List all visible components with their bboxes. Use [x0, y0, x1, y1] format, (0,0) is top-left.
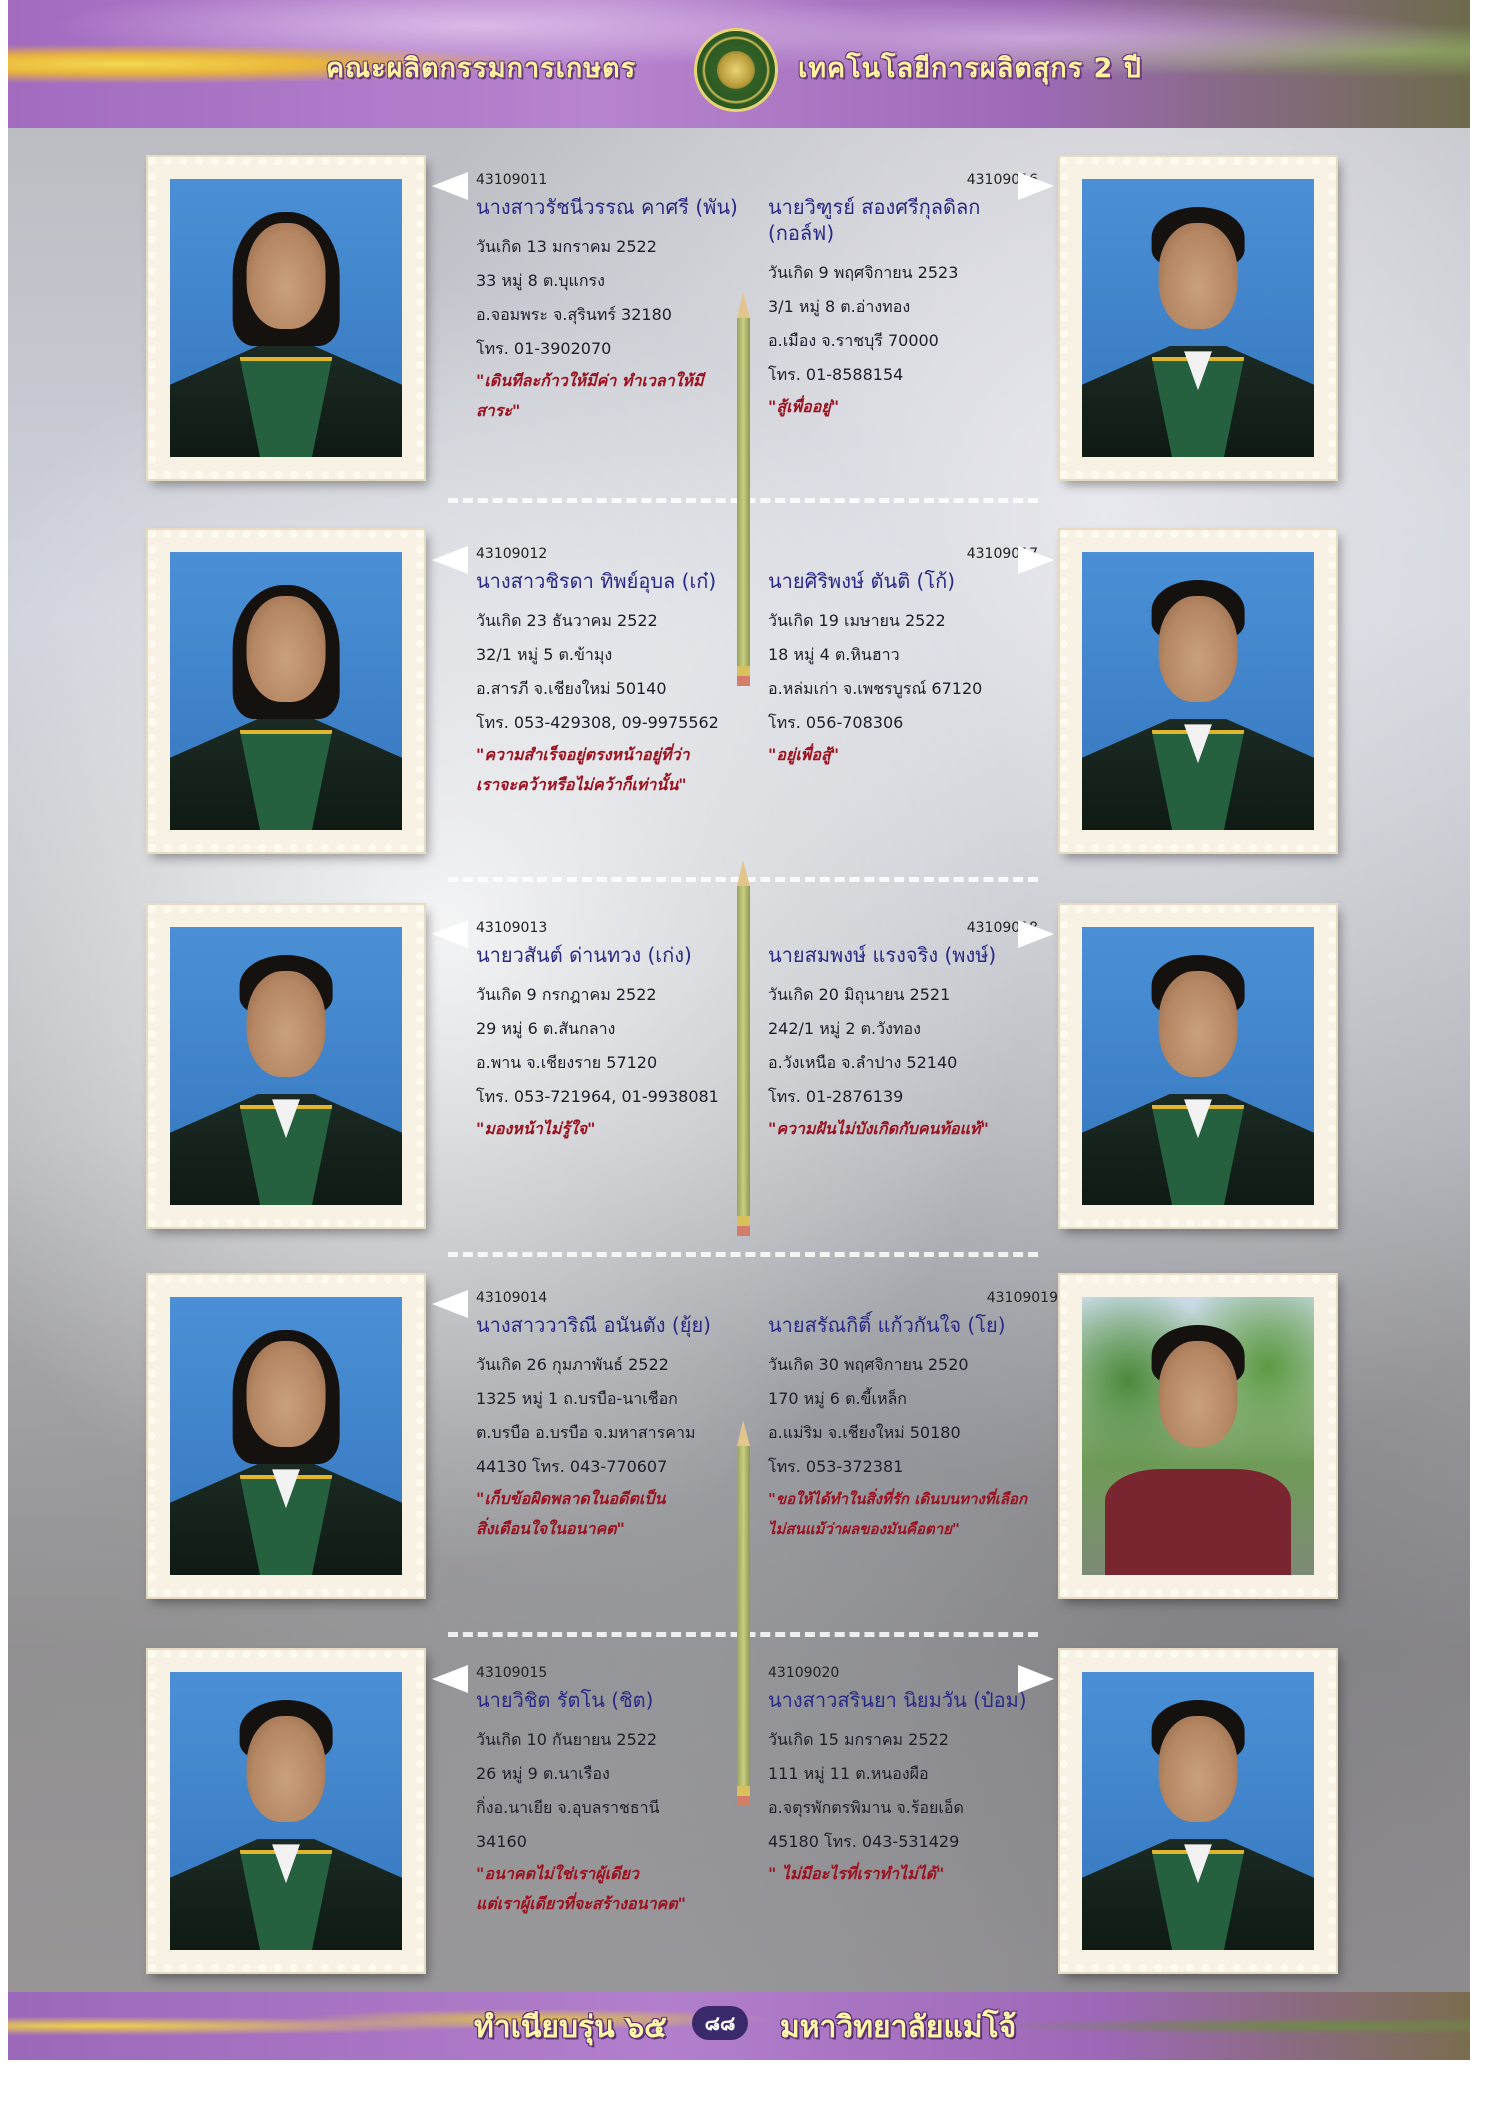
- arrow-right-icon: [1018, 546, 1054, 574]
- student-birthday: วันเกิด 15 มกราคม 2522: [768, 1730, 949, 1749]
- student-photo: [148, 905, 424, 1227]
- university-name: มหาวิทยาลัยแม่โจ้: [780, 2010, 1017, 2045]
- student-quote: "อยู่เพื่อสู้": [768, 745, 840, 764]
- student-phone: โทร. 053-721964, 01-9938081: [476, 1087, 719, 1106]
- student-photo: [1060, 1650, 1336, 1972]
- arrow-left-icon: [432, 920, 468, 948]
- student-entry: [476, 1665, 746, 1919]
- student-address-line: 34160: [476, 1832, 527, 1851]
- student-quote: เราจะคว้าหรือไม่คว้าก็เท่านั้น": [476, 775, 687, 794]
- student-photo: [148, 157, 424, 479]
- student-address-line: 32/1 หมู่ 5 ต.ข้ามุง: [476, 645, 613, 664]
- student-name: นางสาววาริณี อนันตัง (ยุ้ย): [476, 1313, 711, 1337]
- row-divider: [448, 1252, 1038, 1257]
- student-entry: [476, 172, 746, 426]
- student-quote: "สู้เพื่ออยู่": [768, 397, 840, 416]
- student-id: 43109015: [476, 1665, 548, 1681]
- student-address-line: 29 หมู่ 6 ต.สันกลาง: [476, 1019, 616, 1038]
- student-birthday: วันเกิด 13 มกราคม 2522: [476, 237, 657, 256]
- student-address-line: อ.พาน จ.เชียงราย 57120: [476, 1053, 658, 1072]
- student-id: 43109013: [476, 920, 548, 936]
- student-address-line: อ.เมือง จ.ราชบุรี 70000: [768, 331, 939, 350]
- student-quote: ไม่สนแม้ว่าผลของมันคือตาย": [768, 1520, 960, 1538]
- arrow-right-icon: [1018, 920, 1054, 948]
- student-address-line: 1325 หมู่ 1 ถ.บรบือ-นาเชือก: [476, 1389, 678, 1408]
- student-quote: "เดินทีละก้าวให้มีค่า ทำเวลาให้มีสาระ": [476, 371, 704, 420]
- student-address-line: อ.จตุรพักตรพิมาน จ.ร้อยเอ็ด: [768, 1798, 964, 1817]
- student-address-line: 44130 โทร. 043-770607: [476, 1457, 668, 1476]
- student-address-line: กิ่งอ.นาเยีย จ.อุบลราชธานี: [476, 1798, 660, 1817]
- student-address-line: อ.แม่ริม จ.เชียงใหม่ 50180: [768, 1423, 961, 1442]
- student-id: 43109012: [476, 546, 548, 562]
- student-id: 43109011: [476, 172, 548, 188]
- student-name: นายสมพงษ์ แรงจริง (พงษ์): [768, 943, 997, 967]
- student-photo: [1060, 157, 1336, 479]
- student-address-line: อ.สารภี จ.เชียงใหม่ 50140: [476, 679, 667, 698]
- student-entry: [768, 920, 1038, 1144]
- student-quote: "มองหน้าไม่รู้ใจ": [476, 1119, 596, 1138]
- student-photo: [148, 530, 424, 852]
- arrow-left-icon: [432, 172, 468, 200]
- student-name: นางสาวรัชนีวรรณ คาศรี (พัน): [476, 195, 738, 219]
- arrow-left-icon: [432, 546, 468, 574]
- student-entry: [476, 920, 746, 1144]
- program-title: เทคโนโลยีการผลิตสุกร 2 ปี: [798, 53, 1142, 84]
- student-address-line: 170 หมู่ 6 ต.ขี้เหล็ก: [768, 1389, 907, 1408]
- student-photo: [1060, 1275, 1336, 1597]
- student-quote: "อนาคตไม่ใช่เราผู้เดียว: [476, 1864, 639, 1883]
- arrow-left-icon: [432, 1665, 468, 1693]
- student-entry: [476, 1290, 746, 1544]
- student-birthday: วันเกิด 26 กุมภาพันธ์ 2522: [476, 1355, 669, 1374]
- faculty-title: คณะผลิตกรรมการเกษตร: [326, 53, 637, 84]
- student-name: นางสาวชิรดา ทิพย์อุบล (เก๋): [476, 569, 717, 593]
- university-seal-icon: [694, 28, 778, 112]
- student-name: นายวิฑูรย์ สองศรีกุลดิลก (กอล์ฟ): [768, 195, 981, 245]
- student-photo: [148, 1275, 424, 1597]
- student-name: นายสรัณกิติ์ แก้วกันใจ (โย): [768, 1313, 1006, 1337]
- student-name: นายวสันต์ ด่านทวง (เก่ง): [476, 943, 692, 967]
- student-entry: [768, 1665, 1038, 1889]
- student-id: 43109016: [966, 172, 1038, 188]
- student-birthday: วันเกิด 30 พฤศจิกายน 2520: [768, 1355, 969, 1374]
- header-band: [8, 0, 1470, 128]
- student-entry: [476, 546, 746, 800]
- student-address-line: 18 หมู่ 4 ต.หินฮาว: [768, 645, 900, 664]
- student-id: 43109019: [986, 1290, 1058, 1306]
- student-quote: "ความสำเร็จอยู่ตรงหน้าอยู่ที่ว่า: [476, 745, 690, 764]
- arrow-right-icon: [1018, 172, 1054, 200]
- student-id: 43109018: [966, 920, 1038, 936]
- student-name: นายวิชิต รัตโน (ชิต): [476, 1688, 654, 1712]
- yearbook-edition: ทำเนียบรุ่น ๖๕: [474, 2010, 667, 2045]
- student-birthday: วันเกิด 9 กรกฎาคม 2522: [476, 985, 657, 1004]
- student-entry: [768, 1290, 1058, 1544]
- student-photo: [1060, 905, 1336, 1227]
- student-address-line: 111 หมู่ 11 ต.หนองผือ: [768, 1764, 929, 1783]
- student-quote: "ความฝันไม่บังเกิดกับคนท้อแท้": [768, 1119, 989, 1138]
- student-id: 43109017: [966, 546, 1038, 562]
- student-photo: [148, 1650, 424, 1972]
- student-birthday: วันเกิด 20 มิถุนายน 2521: [768, 985, 951, 1004]
- yearbook-page: [8, 0, 1470, 2060]
- student-name: นายศิริพงษ์ ตันติ (โก้): [768, 569, 956, 593]
- student-phone: โทร. 056-708306: [768, 713, 904, 732]
- arrow-left-icon: [432, 1290, 468, 1318]
- student-birthday: วันเกิด 19 เมษายน 2522: [768, 611, 946, 630]
- student-phone: โทร. 01-8588154: [768, 365, 904, 384]
- student-address-line: 45180 โทร. 043-531429: [768, 1832, 960, 1851]
- student-quote: สิ่งเตือนใจในอนาคต": [476, 1519, 625, 1538]
- footer-band: [8, 1992, 1470, 2060]
- student-quote: " ไม่มีอะไรที่เราทำไม่ได้": [768, 1864, 945, 1883]
- student-entry: [768, 546, 1038, 770]
- student-phone: โทร. 053-372381: [768, 1457, 904, 1476]
- arrow-right-icon: [1018, 1665, 1054, 1693]
- student-address-line: อ.หล่มเก่า จ.เพชรบูรณ์ 67120: [768, 679, 983, 698]
- student-id: 43109020: [768, 1665, 840, 1681]
- student-id: 43109014: [476, 1290, 548, 1306]
- student-entry: [768, 172, 1038, 422]
- student-quote: แต่เราผู้เดียวที่จะสร้างอนาคต": [476, 1894, 686, 1913]
- student-birthday: วันเกิด 10 กันยายน 2522: [476, 1730, 658, 1749]
- student-name: นางสาวสรินยา นิยมวัน (ป๋อม): [768, 1688, 1027, 1712]
- student-address-line: 242/1 หมู่ 2 ต.วังทอง: [768, 1019, 921, 1038]
- student-address-line: 26 หมู่ 9 ต.นาเรือง: [476, 1764, 610, 1783]
- student-phone: โทร. 053-429308, 09-9975562: [476, 713, 719, 732]
- student-quote: "เก็บข้อผิดพลาดในอดีตเป็น: [476, 1489, 666, 1508]
- student-address-line: 3/1 หมู่ 8 ต.อ่างทอง: [768, 297, 911, 316]
- student-address-line: 33 หมู่ 8 ต.บุแกรง: [476, 271, 605, 290]
- student-quote: "ขอให้ได้ทำในสิ่งที่รัก เดินบนทางที่เลือก: [768, 1490, 1028, 1508]
- student-address-line: ต.บรบือ อ.บรบือ จ.มหาสารคาม: [476, 1423, 696, 1442]
- student-phone: โทร. 01-2876139: [768, 1087, 904, 1106]
- student-address-line: อ.วังเหนือ จ.ลำปาง 52140: [768, 1053, 958, 1072]
- student-address-line: อ.จอมพระ จ.สุรินทร์ 32180: [476, 305, 672, 324]
- student-birthday: วันเกิด 23 ธันวาคม 2522: [476, 611, 658, 630]
- student-phone: โทร. 01-3902070: [476, 339, 612, 358]
- page-number: ๘๘: [692, 2006, 748, 2040]
- student-photo: [1060, 530, 1336, 852]
- student-birthday: วันเกิด 9 พฤศจิกายน 2523: [768, 263, 959, 282]
